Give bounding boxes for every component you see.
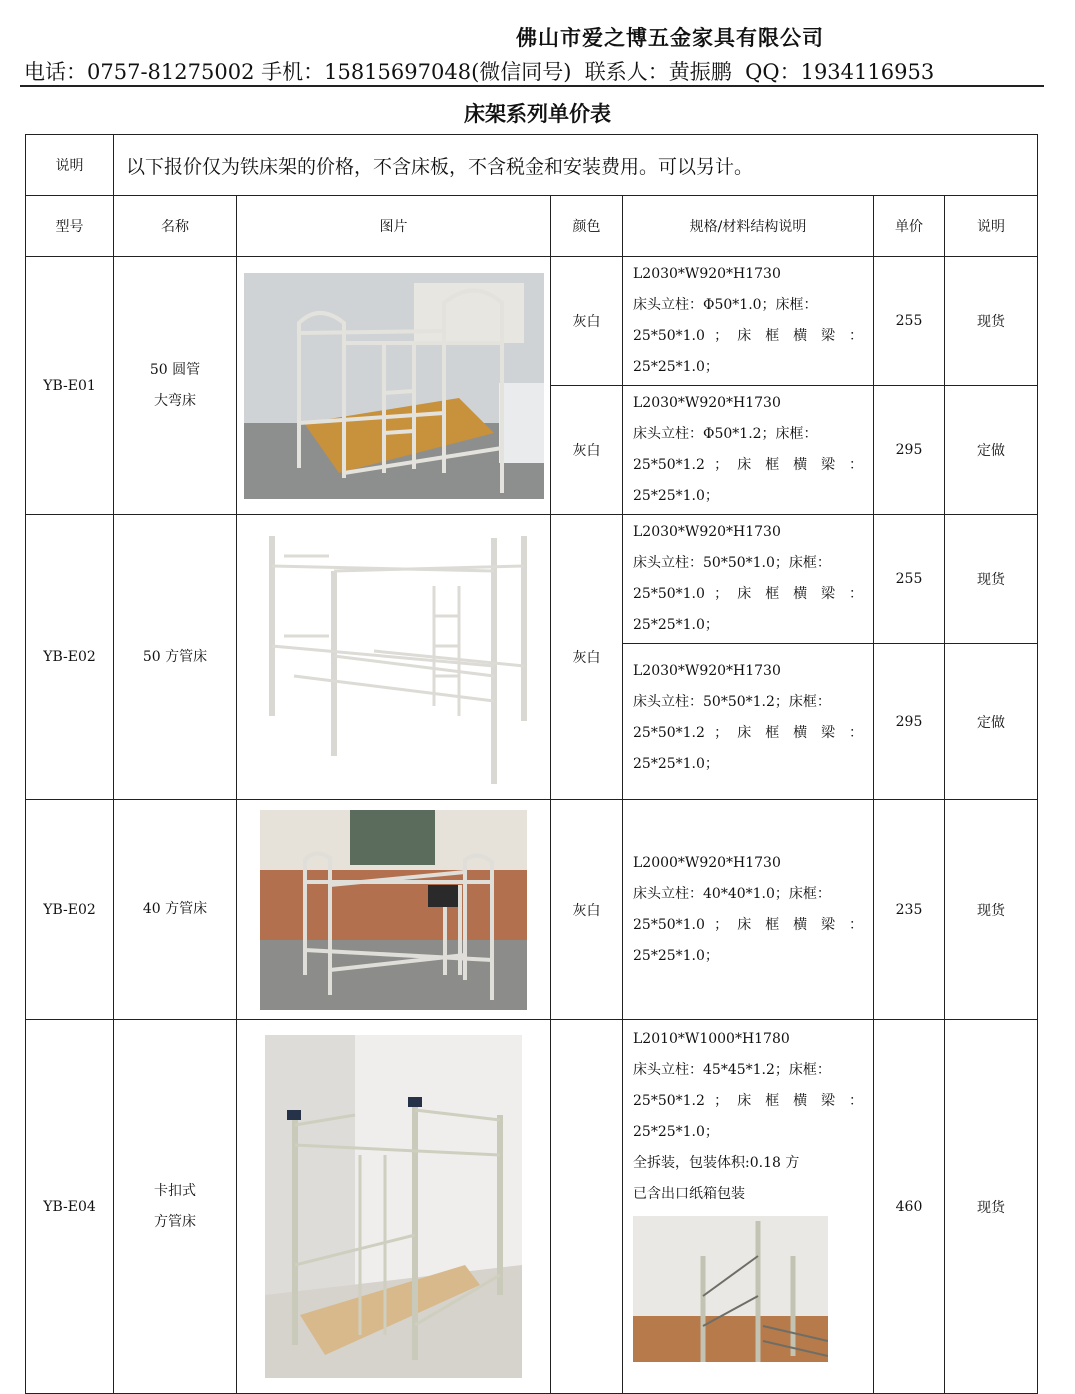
spec-line: 25*25*1.0； [633,488,719,504]
header-price: 单价 [874,196,945,257]
variant-spec [623,644,874,800]
product-remark: 现货 [945,1020,1038,1394]
spec-line: 床头立柱：50*50*1.0；床框： [633,555,831,571]
note-label: 说明 [26,135,114,196]
product-image-cell [237,800,551,1020]
column-header-row [26,196,1038,257]
variant-remark: 定做 [945,386,1038,515]
spec-line: L2030*W920*H1730 [633,663,781,679]
variant-spec [623,515,874,644]
product-price: 460 [874,1020,945,1394]
variant-spec [623,257,874,386]
header-spec: 规格/材料结构说明 [623,196,874,257]
product-name-line: 方管床 [154,1213,196,1230]
spec-line: 25*50*1.0 ； 床 框 横 梁 ： [633,328,863,344]
product-image-cell [237,1020,551,1394]
header-model: 型号 [26,196,114,257]
product-spec [623,800,874,1020]
spec-line: L2000*W920*H1730 [633,854,781,871]
variant-remark: 定做 [945,644,1038,800]
table-row [26,1020,1038,1394]
table-row [26,257,1038,386]
price-table [25,134,1038,1394]
header-image: 图片 [237,196,551,257]
product-name [114,257,237,515]
spec-line: 床头立柱：45*45*1.2；床框： [633,1062,831,1078]
product-remark: 现货 [945,800,1038,1020]
spec-line: 25*50*1.0 ； 床 框 横 梁 ： [633,586,863,602]
spec-line: 25*50*1.2 ； 床 框 横 梁 ： [633,457,863,473]
bunk-bed-square-tube-40-photo [260,810,527,1010]
product-name [114,1020,237,1394]
variant-price: 255 [874,515,945,644]
spec-line: L2030*W920*H1730 [633,524,781,540]
bunk-bed-detail-photo [633,1216,828,1362]
product-name [114,800,237,1020]
product-name-line: 大弯床 [154,392,196,409]
spec-line: 25*25*1.0； [633,359,719,375]
table-row [26,800,1038,1020]
variant-price: 295 [874,386,945,515]
header-remark: 说明 [945,196,1038,257]
product-name-line: 卡扣式 [154,1182,196,1199]
spec-line: 25*50*1.2 ； 床 框 横 梁 ： [633,725,863,741]
spec-line: 床头立柱：50*50*1.2；床框： [633,694,831,710]
product-color [551,1020,623,1394]
variant-remark: 现货 [945,515,1038,644]
spec-line: 25*50*1.2 ； 床 框 横 梁 ： [633,1093,863,1109]
variant-spec [623,386,874,515]
table-row [26,515,1038,644]
product-color: 灰白 [551,800,623,1020]
variant-remark: 现货 [945,257,1038,386]
contact-line: 电话：0757-81275002 手机：15815697048(微信同号) 联系人：黄振鹏 QQ：1934116953 [24,60,935,84]
note-text: 以下报价仅为铁床架的价格，不含床板，不含税金和安装费用。可以另计。 [114,135,1038,196]
spec-line: 25*50*1.0 ； 床 框 横 梁 ： [633,916,863,933]
company-name: 佛山市爱之博五金家具有限公司 [516,26,824,50]
note-row [26,135,1038,196]
product-image-cell [237,515,551,800]
spec-line: 床头立柱：Φ50*1.0；床框： [633,297,818,313]
spec-line: 床头立柱：Φ50*1.2；床框： [633,426,818,442]
spec-line: 已含出口纸箱包装 [633,1186,745,1202]
header-color: 颜色 [551,196,623,257]
product-model: YB-E01 [26,257,114,515]
product-name-line: 40 方管床 [142,901,208,917]
spec-line: 全拆装，包装体积:0.18 方 [633,1155,800,1171]
product-model: YB-E04 [26,1020,114,1394]
variant-color: 灰白 [551,257,623,386]
variant-color: 灰白 [551,386,623,515]
product-name [114,515,237,800]
product-name-line: 50 圆管 [149,361,201,378]
product-color: 灰白 [551,515,623,800]
variant-price: 255 [874,257,945,386]
spec-line: L2030*W920*H1730 [633,266,781,282]
document-title: 床架系列单价表 [464,102,611,126]
spec-line: L2010*W1000*H1780 [633,1031,790,1047]
header-divider [20,85,1044,87]
spec-line: 25*25*1.0； [633,1124,719,1140]
spec-line: L2030*W920*H1730 [633,395,781,411]
variant-price: 295 [874,644,945,800]
spec-line: 25*25*1.0； [633,947,719,964]
product-model: YB-E02 [26,515,114,800]
product-model: YB-E02 [26,800,114,1020]
spec-line: 床头立柱：40*40*1.0；床框： [633,885,831,902]
bunk-bed-square-tube-50-photo [254,526,534,788]
spec-line: 25*25*1.0； [633,617,719,633]
product-spec [623,1020,874,1394]
product-price: 235 [874,800,945,1020]
product-image-cell [237,257,551,515]
spec-line: 25*25*1.0； [633,756,719,772]
product-name-line: 50 方管床 [142,648,208,665]
bunk-bed-clip-type-photo [265,1035,522,1378]
bunk-bed-round-tube-photo [244,273,544,499]
header-name: 名称 [114,196,237,257]
